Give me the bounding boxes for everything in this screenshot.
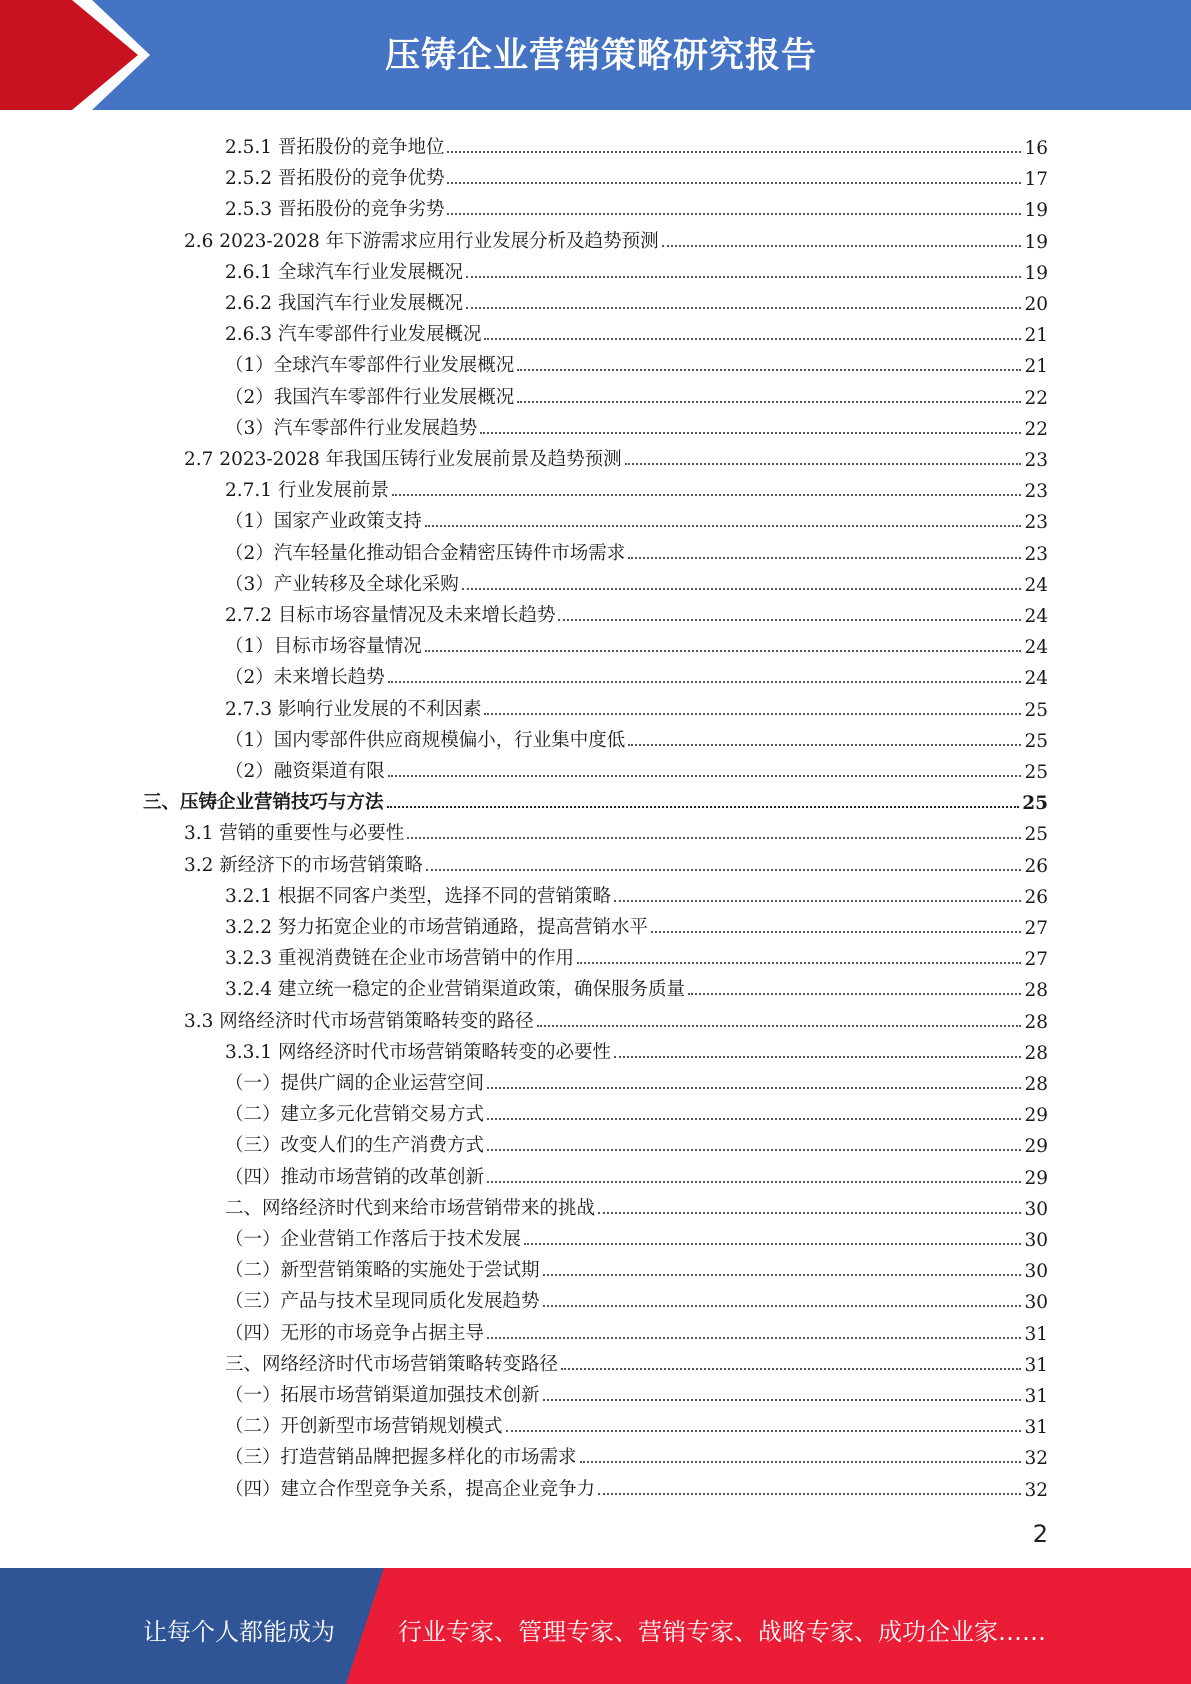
- toc-dot-leader: [614, 900, 1021, 902]
- toc-entry[interactable]: [225, 1095, 1048, 1126]
- toc-entry[interactable]: [225, 1282, 1048, 1313]
- toc-entry-title: （2）我国汽车零部件行业发展概况: [225, 386, 515, 408]
- toc-dot-leader: [517, 369, 1021, 371]
- toc-entry-page: 29: [1024, 1136, 1048, 1158]
- toc-entry-page: 26: [1024, 886, 1048, 908]
- toc-dot-leader: [447, 213, 1021, 215]
- toc-dot-leader: [484, 713, 1021, 715]
- toc-entry-page: 28: [1024, 1042, 1048, 1064]
- toc-entry-page: 23: [1024, 512, 1048, 534]
- toc-entry-title: （1）国家产业政策支持: [225, 511, 422, 533]
- toc-dot-leader: [487, 1087, 1021, 1089]
- toc-entry-page: 20: [1024, 294, 1048, 315]
- toc-dot-leader: [625, 463, 1022, 465]
- toc-entry[interactable]: [225, 409, 1048, 440]
- toc-dot-leader: [425, 650, 1022, 652]
- toc-entry-page: 28: [1024, 1074, 1048, 1095]
- toc-dot-leader: [387, 806, 1020, 808]
- toc-entry-title: （二）开创新型市场营销规划模式: [225, 1416, 503, 1438]
- toc-entry[interactable]: [225, 752, 1048, 783]
- toc-dot-leader: [426, 869, 1022, 871]
- page-number: 2: [1032, 1520, 1048, 1548]
- toc-entry-title: （四）建立合作型竞争关系，提高企业竞争力: [225, 1478, 596, 1500]
- toc-entry-page: 30: [1024, 1198, 1048, 1220]
- toc-entry-page: 29: [1024, 1105, 1048, 1127]
- toc-entry[interactable]: [225, 908, 1048, 939]
- toc-entry-title: 2.7 2023-2028 年我国压铸行业发展前景及趋势预测: [184, 449, 622, 470]
- toc-entry[interactable]: [225, 970, 1048, 1001]
- toc-entry-page: 30: [1024, 1230, 1048, 1251]
- toc-dot-leader: [407, 837, 1021, 839]
- toc-dot-leader: [447, 182, 1021, 184]
- toc-entry[interactable]: [225, 1126, 1048, 1157]
- toc-entry-title: 2.7.2 目标市场容量情况及未来增长趋势: [225, 605, 556, 626]
- toc-entry-page: 32: [1024, 1448, 1048, 1470]
- toc-entry[interactable]: [225, 596, 1048, 627]
- toc-entry-page: 25: [1024, 699, 1048, 721]
- toc-entry-page: 25: [1024, 824, 1048, 846]
- toc-entry[interactable]: [225, 534, 1048, 565]
- toc-entry-title: （三）打造营销品牌把握多样化的市场需求: [225, 1447, 577, 1469]
- toc-entry-title: 3.2.2 努力拓宽企业的市场营销通路，提高营销水平: [225, 917, 648, 938]
- toc-dot-leader: [651, 931, 1021, 933]
- toc-entry-title: 2.5.2 晋拓股份的竞争优势: [225, 168, 445, 190]
- toc-entry[interactable]: [225, 565, 1048, 596]
- toc-entry[interactable]: [225, 721, 1048, 752]
- toc-entry-page: 23: [1024, 481, 1048, 503]
- toc-dot-leader: [543, 1274, 1022, 1276]
- footer-slogan-left: 让每个人都能成为: [143, 1618, 335, 1646]
- toc-entry[interactable]: [184, 222, 1048, 253]
- toc-entry-title: （1）目标市场容量情况: [225, 636, 422, 658]
- toc-dot-leader: [506, 1430, 1022, 1432]
- toc-entry-page: 31: [1024, 1386, 1048, 1407]
- toc-entry-title: 3.1 营销的重要性与必要性: [184, 823, 405, 845]
- toc-entry[interactable]: [225, 877, 1048, 908]
- toc-entry-page: 17: [1024, 169, 1048, 191]
- toc-entry-page: 27: [1024, 949, 1048, 971]
- toc-entry-title: （二）建立多元化营销交易方式: [225, 1104, 485, 1126]
- toc-entry-page: 25: [1024, 762, 1048, 783]
- toc-entry-page: 19: [1024, 200, 1048, 222]
- toc-dot-leader: [447, 151, 1021, 153]
- toc-dot-leader: [598, 1493, 1021, 1495]
- toc-entry-page: 22: [1024, 418, 1048, 440]
- toc-entry-title: （1）国内零部件供应商规模偏小，行业集中度低: [225, 729, 626, 751]
- toc-entry-title: （一）企业营销工作落后于技术发展: [225, 1229, 522, 1250]
- page-footer: [0, 1568, 1191, 1684]
- toc-entry-page: 29: [1024, 1167, 1048, 1189]
- toc-entry-page: 19: [1024, 231, 1048, 253]
- toc-dot-leader: [628, 744, 1021, 746]
- toc-entry-page: 31: [1024, 1323, 1048, 1345]
- toc-entry[interactable]: [184, 814, 1048, 845]
- toc-dot-leader: [537, 1025, 1022, 1027]
- toc-dot-leader: [487, 1337, 1021, 1339]
- toc-dot-leader: [628, 557, 1021, 559]
- toc-entry[interactable]: [225, 471, 1048, 502]
- toc-entry-page: 32: [1024, 1479, 1048, 1501]
- toc-entry[interactable]: [225, 253, 1048, 284]
- toc-entry-title: 3.2.3 重视消费链在企业市场营销中的作用: [225, 948, 574, 970]
- toc-entry[interactable]: [225, 939, 1048, 970]
- toc-entry-page: 25: [1022, 793, 1048, 815]
- page-header: [0, 0, 1191, 110]
- toc-entry-page: 21: [1024, 356, 1048, 378]
- toc-dot-leader: [662, 245, 1022, 247]
- toc-entry-page: 27: [1024, 918, 1048, 939]
- toc-dot-leader: [543, 1399, 1022, 1401]
- toc-entry-page: 24: [1024, 574, 1048, 596]
- toc-dot-leader: [688, 993, 1021, 995]
- toc-dot-leader: [561, 1368, 1021, 1370]
- toc-entry-title: （一）拓展市场营销渠道加强技术创新: [225, 1385, 540, 1406]
- toc-entry[interactable]: [225, 315, 1048, 346]
- toc-entry[interactable]: [225, 1376, 1048, 1407]
- toc-entry[interactable]: [225, 502, 1048, 533]
- toc-dot-leader: [388, 681, 1022, 683]
- toc-entry[interactable]: [225, 1220, 1048, 1251]
- toc-dot-leader: [425, 525, 1022, 527]
- toc-entry-title: （2）未来增长趋势: [225, 667, 385, 689]
- toc-entry-title: （3）汽车零部件行业发展趋势: [225, 417, 478, 439]
- toc-dot-leader: [487, 1149, 1021, 1151]
- toc-dot-leader: [487, 1118, 1021, 1120]
- toc-entry[interactable]: [184, 440, 1048, 471]
- toc-entry[interactable]: [225, 284, 1048, 315]
- toc-entry-title: （三）产品与技术呈现同质化发展趋势: [225, 1291, 540, 1313]
- toc-entry-title: （四）推动市场营销的改革创新: [225, 1166, 485, 1188]
- toc-entry[interactable]: [225, 378, 1048, 409]
- toc-entry[interactable]: [184, 1002, 1048, 1033]
- toc-entry-page: 23: [1024, 543, 1048, 565]
- toc-entry-title: 2.7.3 影响行业发展的不利因素: [225, 698, 482, 720]
- toc-entry[interactable]: [225, 1189, 1048, 1220]
- header-arrow-icon: [0, 0, 138, 110]
- toc-entry-page: 24: [1024, 668, 1048, 690]
- toc-dot-leader: [466, 307, 1021, 309]
- toc-entry-title: （2）汽车轻量化推动铝合金精密压铸件市场需求: [225, 542, 626, 564]
- toc-entry-page: 31: [1024, 1354, 1048, 1376]
- toc-dot-leader: [580, 1461, 1022, 1463]
- toc-entry-title: 2.6 2023-2028 年下游需求应用行业发展分析及趋势预测: [184, 230, 659, 252]
- toc-entry[interactable]: [225, 1064, 1048, 1095]
- toc-dot-leader: [577, 962, 1021, 964]
- toc-dot-leader: [480, 432, 1021, 434]
- toc-entry[interactable]: [225, 1438, 1048, 1469]
- toc-entry[interactable]: [143, 783, 1048, 814]
- toc-entry[interactable]: [225, 346, 1048, 377]
- toc-entry-title: 2.7.1 行业发展前景: [225, 480, 389, 502]
- toc-entry[interactable]: [225, 1251, 1048, 1282]
- toc-entry-title: 2.6.1 全球汽车行业发展概况: [225, 261, 463, 283]
- toc-dot-leader: [487, 1181, 1021, 1183]
- toc-entry[interactable]: [225, 1314, 1048, 1345]
- toc-entry[interactable]: [225, 159, 1048, 190]
- toc-entry-title: （3）产业转移及全球化采购: [225, 573, 459, 595]
- toc-entry-title: 2.5.1 晋拓股份的竞争地位: [225, 137, 445, 158]
- toc-entry[interactable]: [225, 1407, 1048, 1438]
- toc-entry-title: 2.6.2 我国汽车行业发展概况: [225, 293, 463, 314]
- toc-entry-title: （四）无形的市场竞争占据主导: [225, 1322, 485, 1344]
- toc-entry[interactable]: [225, 627, 1048, 658]
- toc-entry-title: 2.6.3 汽车零部件行业发展概况: [225, 324, 482, 346]
- toc-entry-title: 3.2.4 建立统一稳定的企业营销渠道政策，确保服务质量: [225, 979, 685, 1001]
- toc-entry-title: （三）改变人们的生产消费方式: [225, 1135, 485, 1157]
- toc-dot-leader: [598, 1212, 1021, 1214]
- toc-dot-leader: [466, 276, 1021, 278]
- toc-entry[interactable]: [225, 128, 1048, 159]
- toc-entry-title: （2）融资渠道有限: [225, 761, 385, 782]
- toc-entry-title: 3.2 新经济下的市场营销策略: [184, 854, 423, 876]
- toc-entry-page: 23: [1024, 450, 1048, 471]
- toc-entry-title: 三、压铸企业营销技巧与方法: [143, 792, 384, 814]
- toc-dot-leader: [388, 775, 1022, 777]
- toc-entry-title: 3.3.1 网络经济时代市场营销策略转变的必要性: [225, 1041, 611, 1063]
- toc-entry[interactable]: [225, 1345, 1048, 1376]
- toc-entry-page: 25: [1024, 730, 1048, 752]
- toc-entry-page: 30: [1024, 1261, 1048, 1283]
- toc-entry-title: （一）提供广阔的企业运营空间: [225, 1073, 485, 1094]
- toc-dot-leader: [517, 401, 1021, 403]
- toc-entry-page: 30: [1024, 1292, 1048, 1314]
- toc-entry-title: （1）全球汽车零部件行业发展概况: [225, 355, 515, 377]
- toc-entry[interactable]: [184, 846, 1048, 877]
- toc-dot-leader: [543, 1305, 1022, 1307]
- toc-entry-title: 2.5.3 晋拓股份的竞争劣势: [225, 199, 445, 221]
- toc-entry[interactable]: [225, 658, 1048, 689]
- toc-entry-title: 3.3 网络经济时代市场营销策略转变的路径: [184, 1010, 534, 1032]
- toc-entry-title: 二、网络经济时代到来给市场营销带来的挑战: [225, 1197, 596, 1219]
- toc-entry-page: 24: [1024, 606, 1048, 627]
- toc-entry[interactable]: [225, 1470, 1048, 1501]
- toc-entry-page: 16: [1024, 138, 1048, 159]
- toc-entry-title: 3.2.1 根据不同客户类型，选择不同的营销策略: [225, 885, 611, 907]
- toc-entry[interactable]: [225, 1158, 1048, 1189]
- toc-entry[interactable]: [225, 190, 1048, 221]
- toc-dot-leader: [614, 1056, 1021, 1058]
- toc-dot-leader: [558, 619, 1021, 621]
- toc-entry-page: 26: [1024, 855, 1048, 877]
- toc-entry[interactable]: [225, 1033, 1048, 1064]
- toc-entry[interactable]: [225, 690, 1048, 721]
- toc-dot-leader: [524, 1243, 1021, 1245]
- toc-entry-page: 24: [1024, 637, 1048, 659]
- toc-entry-page: 28: [1024, 980, 1048, 1002]
- toc-entry-title: （二）新型营销策略的实施处于尝试期: [225, 1260, 540, 1282]
- toc-dot-leader: [462, 588, 1022, 590]
- header-title: 压铸企业营销策略研究报告: [385, 36, 818, 76]
- footer-slogan-right: 行业专家、管理专家、营销专家、战略专家、成功企业家……: [398, 1618, 1046, 1646]
- toc-entry-page: 21: [1024, 325, 1048, 347]
- toc-dot-leader: [392, 494, 1021, 496]
- toc-entry-page: 31: [1024, 1417, 1048, 1439]
- toc-entry-page: 22: [1024, 387, 1048, 409]
- toc-entry-page: 28: [1024, 1011, 1048, 1033]
- toc-entry-page: 19: [1024, 262, 1048, 284]
- toc-entry-title: 三、网络经济时代市场营销策略转变路径: [225, 1353, 559, 1375]
- toc-dot-leader: [484, 338, 1021, 340]
